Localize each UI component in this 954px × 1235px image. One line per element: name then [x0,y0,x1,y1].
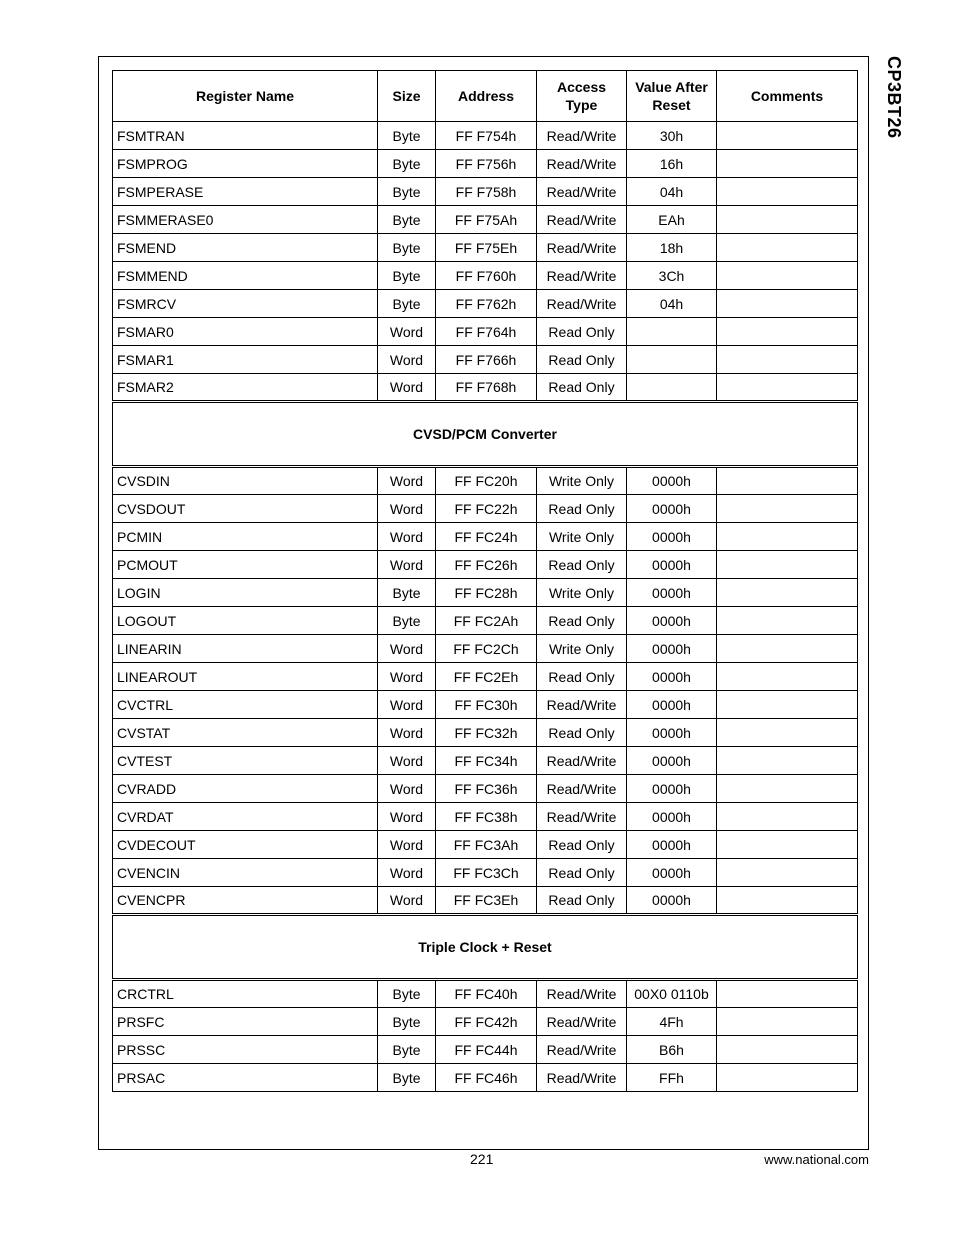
cell-access-type: Read/Write [537,234,627,262]
table-row [113,262,858,290]
website-link[interactable]: www.national.com [764,1152,869,1167]
cell-size: Word [378,663,436,691]
cell-access-type: Read/Write [537,747,627,775]
cell-register-name: CVENCIN [113,859,378,887]
cell-register-name: PCMOUT [113,551,378,579]
cell-value-after-reset: 4Fh [627,1008,717,1036]
cell-size: Byte [378,234,436,262]
cell-address: FF F762h [436,290,537,318]
cell-access-type: Write Only [537,579,627,607]
cell-value-after-reset: 3Ch [627,262,717,290]
cell-register-name: CVDECOUT [113,831,378,859]
cell-address: FF F75Ah [436,206,537,234]
cell-address: FF F760h [436,262,537,290]
cell-access-type: Read/Write [537,150,627,178]
cell-access-type: Read Only [537,831,627,859]
cell-size: Word [378,747,436,775]
document-side-title: CP3BT26 [884,56,904,139]
cell-size: Word [378,775,436,803]
cell-comments [717,523,858,551]
cell-address: FF FC32h [436,719,537,747]
cell-access-type: Read/Write [537,206,627,234]
cell-register-name: FSMPERASE [113,178,378,206]
section-title: Triple Clock + Reset [113,915,858,980]
cell-address: FF FC20h [436,467,537,495]
cell-access-type: Read/Write [537,1036,627,1064]
cell-value-after-reset: 30h [627,122,717,150]
cell-register-name: CVSDIN [113,467,378,495]
table-header-row [113,71,858,122]
cell-access-type: Read/Write [537,1008,627,1036]
cell-comments [717,980,858,1008]
cell-size: Word [378,803,436,831]
cell-address: FF FC2Eh [436,663,537,691]
cell-comments [717,887,858,915]
cell-size: Word [378,831,436,859]
table-row [113,1008,858,1036]
cell-register-name: FSMAR0 [113,318,378,346]
cell-size: Byte [378,206,436,234]
cell-value-after-reset: 0000h [627,523,717,551]
cell-size: Word [378,467,436,495]
table-row [113,178,858,206]
cell-value-after-reset: 0000h [627,719,717,747]
cell-comments [717,150,858,178]
cell-access-type: Read Only [537,887,627,915]
cell-register-name: LINEARIN [113,635,378,663]
cell-size: Word [378,859,436,887]
section-header-row [113,402,858,467]
cell-size: Word [378,318,436,346]
cell-address: FF FC2Ah [436,607,537,635]
cell-value-after-reset: 16h [627,150,717,178]
cell-comments [717,374,858,402]
table-row [113,831,858,859]
table-row [113,523,858,551]
column-header-size: Size [378,71,436,122]
table-row [113,467,858,495]
cell-access-type: Read Only [537,318,627,346]
cell-address: FF FC30h [436,691,537,719]
cell-value-after-reset: 00X0 0110b [627,980,717,1008]
cell-size: Byte [378,579,436,607]
column-header-address: Address [436,71,537,122]
cell-comments [717,775,858,803]
cell-value-after-reset: 0000h [627,551,717,579]
cell-access-type: Read/Write [537,1064,627,1092]
cell-comments [717,579,858,607]
cell-comments [717,719,858,747]
cell-value-after-reset: 0000h [627,691,717,719]
cell-comments [717,346,858,374]
cell-value-after-reset: 04h [627,290,717,318]
cell-address: FF FC3Eh [436,887,537,915]
cell-register-name: CVENCPR [113,887,378,915]
table-row [113,234,858,262]
cell-register-name: CVTEST [113,747,378,775]
cell-value-after-reset: B6h [627,1036,717,1064]
cell-access-type: Read Only [537,607,627,635]
table-row [113,290,858,318]
table-row [113,579,858,607]
table-row [113,551,858,579]
table-row [113,206,858,234]
cell-value-after-reset: FFh [627,1064,717,1092]
cell-register-name: PRSFC [113,1008,378,1036]
cell-value-after-reset: 0000h [627,859,717,887]
cell-register-name: CVSDOUT [113,495,378,523]
table-row [113,859,858,887]
cell-access-type: Read Only [537,346,627,374]
cell-comments [717,635,858,663]
cell-address: FF FC46h [436,1064,537,1092]
cell-register-name: CRCTRL [113,980,378,1008]
cell-comments [717,747,858,775]
table-row [113,663,858,691]
cell-size: Word [378,719,436,747]
table-row [113,318,858,346]
column-header-access-type: Access Type [537,71,627,122]
table-row [113,150,858,178]
table-row [113,747,858,775]
cell-register-name: CVRADD [113,775,378,803]
cell-value-after-reset: 0000h [627,803,717,831]
cell-address: FF FC38h [436,803,537,831]
cell-value-after-reset: 0000h [627,579,717,607]
cell-value-after-reset: 18h [627,234,717,262]
cell-value-after-reset: 0000h [627,747,717,775]
table-row [113,495,858,523]
cell-register-name: FSMTRAN [113,122,378,150]
cell-comments [717,1036,858,1064]
cell-size: Byte [378,1008,436,1036]
cell-size: Byte [378,1036,436,1064]
cell-access-type: Read/Write [537,691,627,719]
cell-register-name: LINEAROUT [113,663,378,691]
table-row [113,775,858,803]
cell-size: Word [378,523,436,551]
cell-address: FF FC42h [436,1008,537,1036]
cell-access-type: Read/Write [537,803,627,831]
cell-access-type: Write Only [537,467,627,495]
table-row [113,803,858,831]
cell-address: FF F766h [436,346,537,374]
cell-address: FF F754h [436,122,537,150]
cell-access-type: Read/Write [537,290,627,318]
cell-size: Byte [378,122,436,150]
cell-comments [717,1008,858,1036]
cell-address: FF FC36h [436,775,537,803]
cell-value-after-reset [627,318,717,346]
cell-register-name: FSMRCV [113,290,378,318]
cell-address: FF FC3Ch [436,859,537,887]
table-row [113,346,858,374]
cell-comments [717,206,858,234]
cell-access-type: Write Only [537,635,627,663]
cell-address: FF FC26h [436,551,537,579]
column-header-register-name: Register Name [113,71,378,122]
cell-register-name: FSMEND [113,234,378,262]
cell-access-type: Read Only [537,663,627,691]
cell-address: FF FC40h [436,980,537,1008]
cell-address: FF F768h [436,374,537,402]
page-number: 221 [470,1151,494,1167]
cell-comments [717,803,858,831]
cell-comments [717,691,858,719]
cell-access-type: Read/Write [537,122,627,150]
section-title: CVSD/PCM Converter [113,402,858,467]
cell-value-after-reset: 0000h [627,607,717,635]
cell-register-name: FSMMERASE0 [113,206,378,234]
cell-size: Word [378,551,436,579]
table-row [113,122,858,150]
cell-value-after-reset: 04h [627,178,717,206]
cell-comments [717,607,858,635]
cell-value-after-reset: 0000h [627,635,717,663]
cell-comments [717,495,858,523]
cell-size: Word [378,635,436,663]
table-row [113,607,858,635]
table-row [113,887,858,915]
table-row [113,635,858,663]
cell-comments [717,290,858,318]
cell-register-name: PRSAC [113,1064,378,1092]
cell-size: Byte [378,262,436,290]
table-row [113,1064,858,1092]
cell-access-type: Read Only [537,859,627,887]
cell-address: FF FC28h [436,579,537,607]
cell-size: Word [378,346,436,374]
cell-comments [717,234,858,262]
cell-register-name: LOGOUT [113,607,378,635]
register-table [112,70,858,1092]
column-header-value-after-reset: Value After Reset [627,71,717,122]
cell-value-after-reset: 0000h [627,831,717,859]
cell-register-name: PRSSC [113,1036,378,1064]
cell-comments [717,831,858,859]
cell-size: Byte [378,980,436,1008]
table-row [113,1036,858,1064]
cell-size: Word [378,887,436,915]
cell-address: FF F758h [436,178,537,206]
cell-access-type: Read/Write [537,262,627,290]
cell-address: FF FC2Ch [436,635,537,663]
cell-register-name: CVSTAT [113,719,378,747]
cell-access-type: Read Only [537,495,627,523]
cell-register-name: FSMMEND [113,262,378,290]
cell-address: FF F75Eh [436,234,537,262]
table-row [113,691,858,719]
cell-comments [717,1064,858,1092]
cell-value-after-reset: 0000h [627,663,717,691]
cell-register-name: CVRDAT [113,803,378,831]
cell-access-type: Read Only [537,719,627,747]
column-header-comments: Comments [717,71,858,122]
cell-register-name: CVCTRL [113,691,378,719]
table-row [113,719,858,747]
cell-access-type: Read Only [537,551,627,579]
cell-address: FF FC24h [436,523,537,551]
cell-register-name: PCMIN [113,523,378,551]
cell-comments [717,262,858,290]
cell-access-type: Read/Write [537,775,627,803]
cell-size: Byte [378,150,436,178]
cell-value-after-reset: 0000h [627,887,717,915]
cell-comments [717,467,858,495]
table-row [113,374,858,402]
cell-size: Byte [378,607,436,635]
cell-access-type: Write Only [537,523,627,551]
cell-comments [717,122,858,150]
cell-comments [717,178,858,206]
cell-register-name: FSMAR1 [113,346,378,374]
cell-address: FF FC44h [436,1036,537,1064]
cell-address: FF FC34h [436,747,537,775]
table-row [113,980,858,1008]
cell-size: Word [378,374,436,402]
cell-access-type: Read/Write [537,178,627,206]
cell-value-after-reset: 0000h [627,467,717,495]
cell-value-after-reset [627,374,717,402]
cell-address: FF FC3Ah [436,831,537,859]
section-header-row [113,915,858,980]
cell-access-type: Read/Write [537,980,627,1008]
table-body [113,122,858,1092]
cell-comments [717,859,858,887]
cell-comments [717,318,858,346]
cell-size: Byte [378,1064,436,1092]
cell-register-name: FSMPROG [113,150,378,178]
cell-size: Word [378,691,436,719]
cell-address: FF FC22h [436,495,537,523]
cell-size: Byte [378,290,436,318]
cell-size: Word [378,495,436,523]
cell-value-after-reset [627,346,717,374]
cell-access-type: Read Only [537,374,627,402]
cell-value-after-reset: 0000h [627,495,717,523]
cell-value-after-reset: EAh [627,206,717,234]
cell-register-name: LOGIN [113,579,378,607]
cell-comments [717,551,858,579]
cell-size: Byte [378,178,436,206]
cell-address: FF F764h [436,318,537,346]
cell-register-name: FSMAR2 [113,374,378,402]
cell-address: FF F756h [436,150,537,178]
cell-value-after-reset: 0000h [627,775,717,803]
cell-comments [717,663,858,691]
